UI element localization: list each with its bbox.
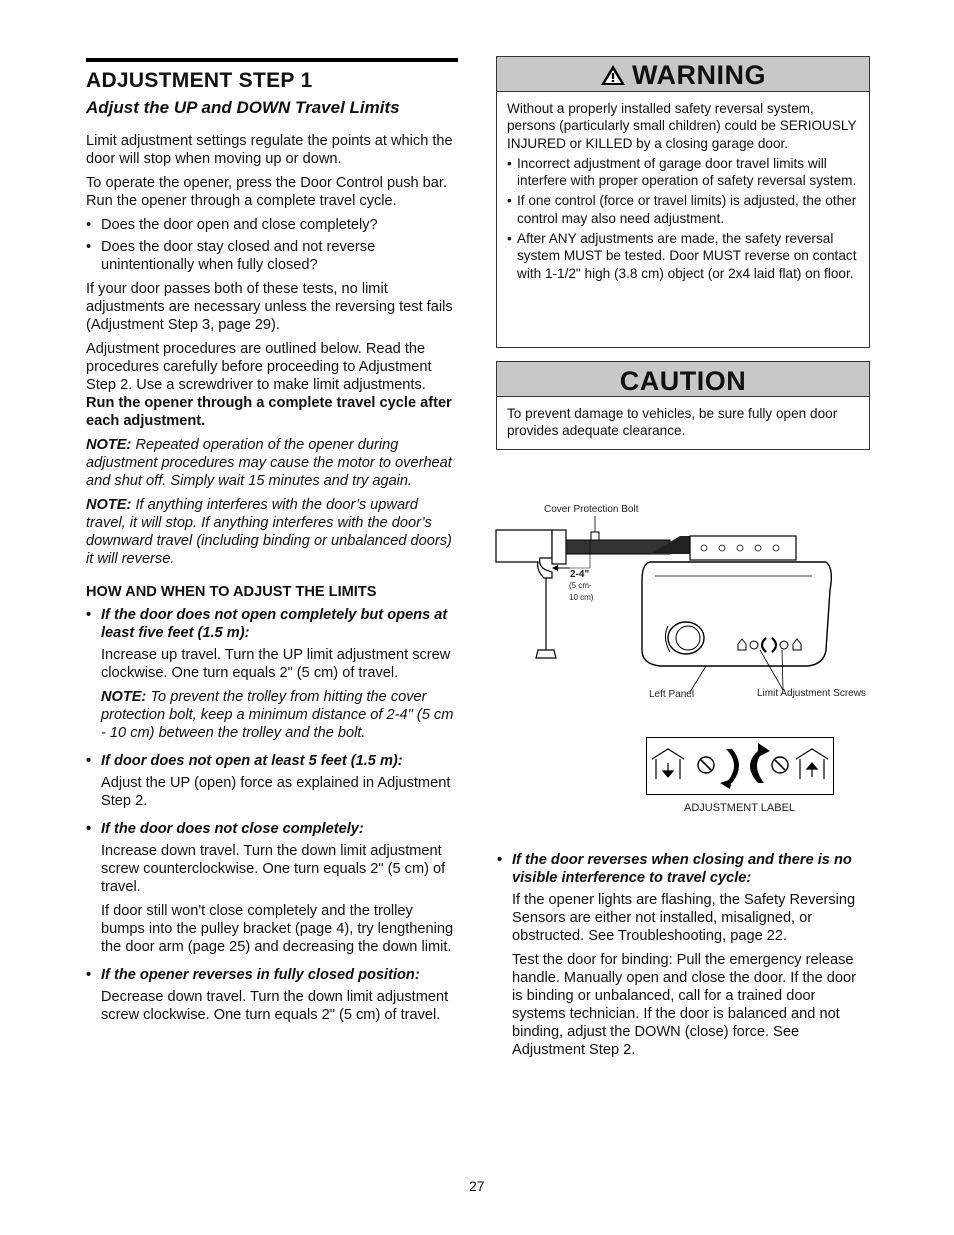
- list-item: • Does the door open and close completely?: [86, 216, 458, 234]
- case-4-body: Decrease down travel. Turn the down limit adjustment screw clockwise. One turn equals 2" (5 cm) of travel.: [101, 989, 449, 1023]
- paragraph-4-text: Adjustment procedures are outlined below. Read the procedures carefully before proceeding to Adjustment Step 2. Use a screwdriver to make limit adjustments.: [86, 341, 432, 393]
- caution-box: [496, 361, 870, 450]
- case-3-body-2: If door still won't close completely and the trolley bumps into the pulley bracket (page 4), try lengthening the door arm (page 25) and decreasing the down limit.: [101, 903, 454, 955]
- case-5-body-2: Test the door for binding: Pull the emergency release handle. Manually open and close the door. If the door is binding or unbalanced, call for a trained door systems technician. If the door is balanced and not binding, adjust the DOWN (close) force. See Adjustment Step 2.: [512, 952, 857, 1058]
- paragraph-1: Limit adjustment settings regulate the points at which the door will stop when moving up or down.: [86, 133, 453, 167]
- warning-intro: Without a properly installed safety reversal system, persons (particularly small children) could be SERIOUSLY INJURED or KILLED by a closing garage door.: [507, 101, 857, 151]
- warning-header: [497, 57, 869, 92]
- screw-icon: [698, 757, 714, 773]
- warning-body: [497, 92, 869, 294]
- note-1-text: Repeated operation of the opener during adjustment procedures may cause the motor to overheat and shut off. Simply wait 15 minutes and try again.: [86, 437, 452, 489]
- note-2-text: If anything interferes with the door’s upward travel, it will stop. If anything interferes with the door’s downward travel (including binding or unbalanced doors) it will reverse.: [86, 497, 452, 567]
- case-1-note-text: To prevent the trolley from hitting the cover protection bolt, keep a minimum distance of 2-4" (5 cm - 10 cm) between the trolley and the bolt.: [101, 689, 454, 741]
- right-column: [497, 851, 869, 1059]
- case-4-heading: • If the opener reverses in fully closed position:: [86, 966, 458, 984]
- adjustment-label-graphic: [646, 737, 834, 795]
- distance-sub-1: (5 cm-: [569, 581, 592, 590]
- paragraph-4-bold: Run the opener through a complete travel cycle after each adjustment.: [86, 395, 452, 429]
- caution-body: To prevent damage to vehicles, be sure fully open door provides adequate clearance.: [507, 406, 838, 439]
- note-1: [86, 436, 458, 490]
- left-panel-label: Left Panel: [649, 689, 695, 700]
- case-5-body-1: If the opener lights are flashing, the Safety Reversing Sensors are either not installed, misaligned, or obstructed. See Troubleshooting, page 22.: [512, 892, 856, 944]
- left-column: [86, 58, 458, 1024]
- case-1-heading: • If the door does not open completely but opens at least five feet (1.5 m):: [86, 606, 458, 642]
- opener-diagram: [490, 500, 890, 710]
- note-label: NOTE:: [86, 497, 132, 513]
- list-item: • Does the door stay closed and not reverse unintentionally when fully closed?: [86, 238, 458, 274]
- caution-title: CAUTION: [619, 366, 747, 396]
- warning-bullet: • After ANY adjustments are made, the safety reversal system MUST be tested. Door MUST reverse on contact with 1-1/2" high (3.8 cm) object (or 2x4 laid flat) on floor.: [507, 230, 859, 282]
- case-3-body-1: Increase down travel. Turn the down limit adjustment screw counterclockwise. One turn equals 2" (5 cm) of travel.: [101, 843, 446, 895]
- caution-header: [497, 362, 869, 397]
- warning-triangle-icon: [600, 64, 626, 86]
- distance-label: 2-4": [570, 569, 590, 580]
- paragraph-3: If your door passes both of these tests, no limit adjustments are necessary unless the reversing test fails (Adjustment Step 3, page 29).: [86, 281, 453, 333]
- case-1-note: [86, 688, 458, 742]
- case-3-heading: • If the door does not close completely:: [86, 820, 458, 838]
- limit-screws-label: Limit Adjustment Screws: [757, 688, 866, 699]
- case-2-heading: • If door does not open at least 5 feet (1.5 m):: [86, 752, 458, 770]
- note-2: [86, 496, 458, 568]
- heading-rule: [86, 58, 458, 62]
- note-label: NOTE:: [101, 689, 147, 705]
- warning-box: [496, 56, 870, 348]
- page-number: 27: [469, 1178, 485, 1194]
- cover-bolt-label: Cover Protection Bolt: [544, 504, 639, 515]
- adjustment-label-caption: ADJUSTMENT LABEL: [684, 802, 796, 814]
- distance-sub-2: 10 cm): [569, 593, 594, 602]
- section-subtitle: Adjust the UP and DOWN Travel Limits: [86, 98, 400, 117]
- warning-title: WARNING: [632, 60, 766, 90]
- paragraph-4: [86, 340, 458, 430]
- case-1-body: Increase up travel. Turn the UP limit adjustment screw clockwise. One turn equals 2" (5 cm) of travel.: [101, 647, 451, 681]
- case-5-heading: • If the door reverses when closing and there is no visible interference to travel cycle:: [497, 851, 869, 887]
- case-2-body: Adjust the UP (open) force as explained in Adjustment Step 2.: [101, 775, 451, 809]
- warning-bullet: • Incorrect adjustment of garage door travel limits will interfere with proper operation of safety reversal system.: [507, 155, 859, 190]
- screw-icon: [772, 757, 788, 773]
- paragraph-2: To operate the opener, press the Door Control push bar. Run the opener through a complete travel cycle.: [86, 175, 448, 209]
- warning-bullet: • If one control (force or travel limits) is adjusted, the other control may also need adjustment.: [507, 192, 859, 227]
- page-title: ADJUSTMENT STEP 1: [86, 69, 313, 92]
- how-heading: HOW AND WHEN TO ADJUST THE LIMITS: [86, 584, 377, 600]
- note-label: NOTE:: [86, 437, 132, 453]
